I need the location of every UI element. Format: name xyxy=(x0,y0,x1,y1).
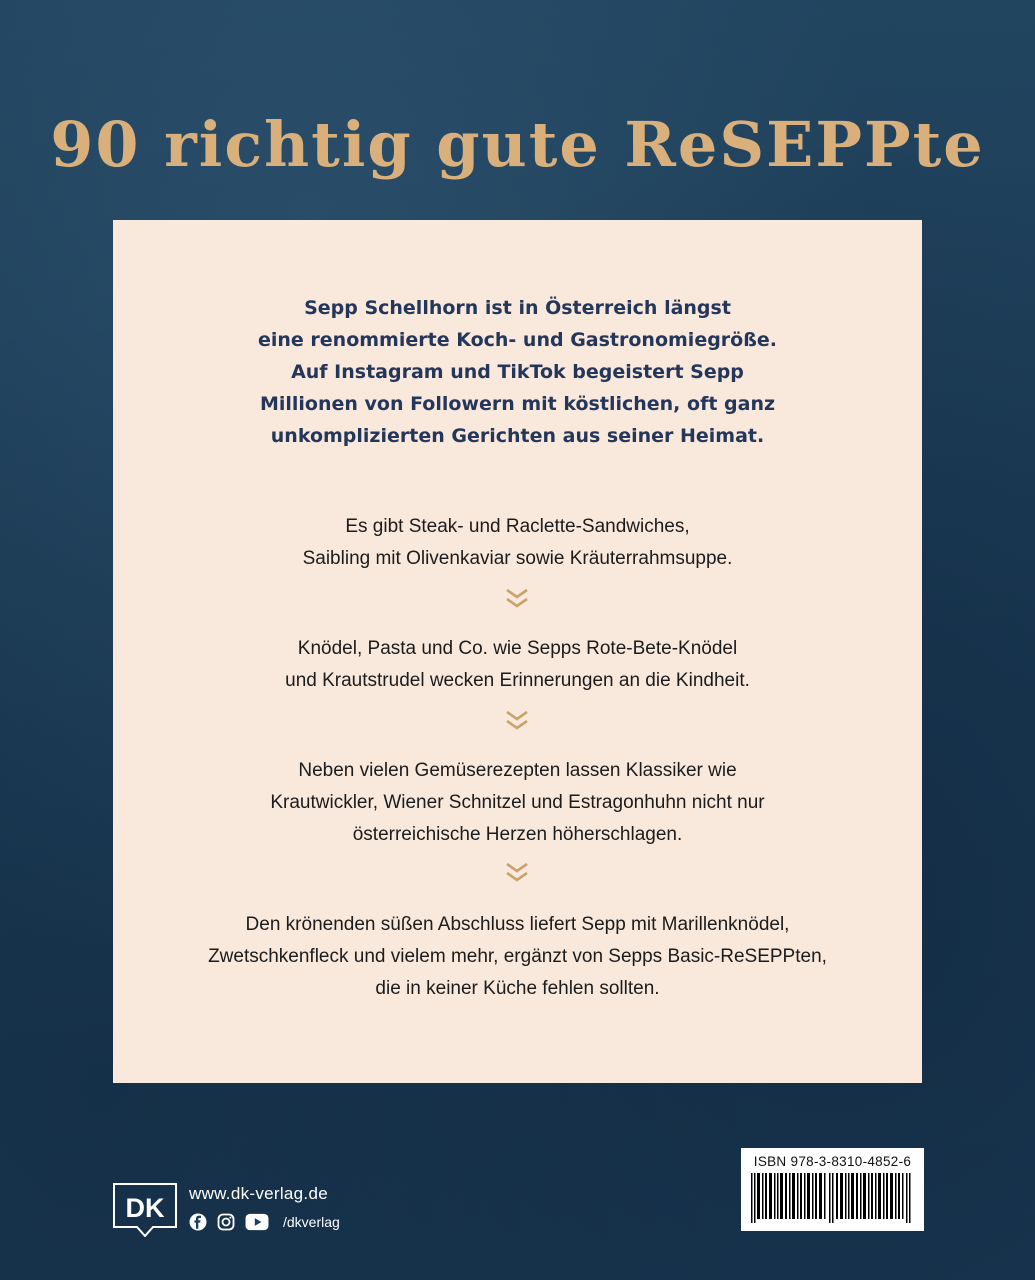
paragraph-line: Neben vielen Gemüserezepten lassen Klassiker wie xyxy=(298,760,737,781)
social-links xyxy=(189,1212,340,1232)
youtube-icon[interactable] xyxy=(245,1213,269,1231)
paragraph-line: Krautwickler, Wiener Schnitzel und Estragonhuhn nicht nur xyxy=(270,792,765,813)
isbn-barcode xyxy=(741,1148,924,1231)
paragraph-line: Knödel, Pasta und Co. wie Sepps Rote-Bete-Knödel xyxy=(297,638,738,659)
paragraph-sandwiches xyxy=(113,511,922,575)
instagram-icon[interactable] xyxy=(217,1213,235,1231)
intro-line: eine renommierte Koch- und Gastronomiegröße. xyxy=(257,329,777,351)
chevron-down-icon xyxy=(505,588,529,610)
paragraph-line: Saibling mit Olivenkaviar sowie Kräuterrahmsuppe. xyxy=(302,548,733,569)
dk-logo xyxy=(113,1183,177,1237)
paragraph-klassiker xyxy=(113,755,922,851)
blurb-panel xyxy=(113,220,922,1083)
paragraph-line: österreichische Herzen höherschlagen. xyxy=(352,824,683,845)
dk-logo-text: DK xyxy=(125,1193,165,1223)
paragraph-dessert xyxy=(113,909,922,1005)
isbn-number: ISBN 978-3-8310-4852-6 xyxy=(753,1154,912,1169)
chevron-down-icon xyxy=(505,710,529,732)
paragraph-line: die in keiner Küche fehlen sollten. xyxy=(375,978,660,999)
intro-line: Auf Instagram und TikTok begeistert Sepp xyxy=(291,361,744,383)
chevron-down-icon xyxy=(505,862,529,884)
facebook-icon[interactable] xyxy=(189,1213,207,1231)
paragraph-line: Es gibt Steak- und Raclette-Sandwiches, xyxy=(345,516,690,537)
intro-line: Sepp Schellhorn ist in Österreich längst xyxy=(304,297,731,319)
book-headline: 90 richtig gute ReSEPPte xyxy=(50,108,985,181)
intro-line: Millionen von Followern mit köstlichen, oft ganz xyxy=(259,393,776,415)
website-link[interactable]: www.dk-verlag.de xyxy=(189,1184,328,1203)
paragraph-line: und Krautstrudel wecken Erinnerungen an die Kindheit. xyxy=(285,670,750,691)
intro-line: unkomplizierten Gerichten aus seiner Heimat. xyxy=(270,425,765,447)
paragraph-line: Den krönenden süßen Abschluss liefert Sepp mit Marillenknödel, xyxy=(245,914,790,935)
barcode-icon xyxy=(751,1173,914,1223)
social-handle: /dkverlag xyxy=(283,1214,340,1230)
paragraph-line: Zwetschkenfleck und vielem mehr, ergänzt von Sepps Basic-ReSEPPten, xyxy=(208,946,827,967)
paragraph-knoedel xyxy=(113,633,922,697)
intro-text xyxy=(113,292,922,452)
